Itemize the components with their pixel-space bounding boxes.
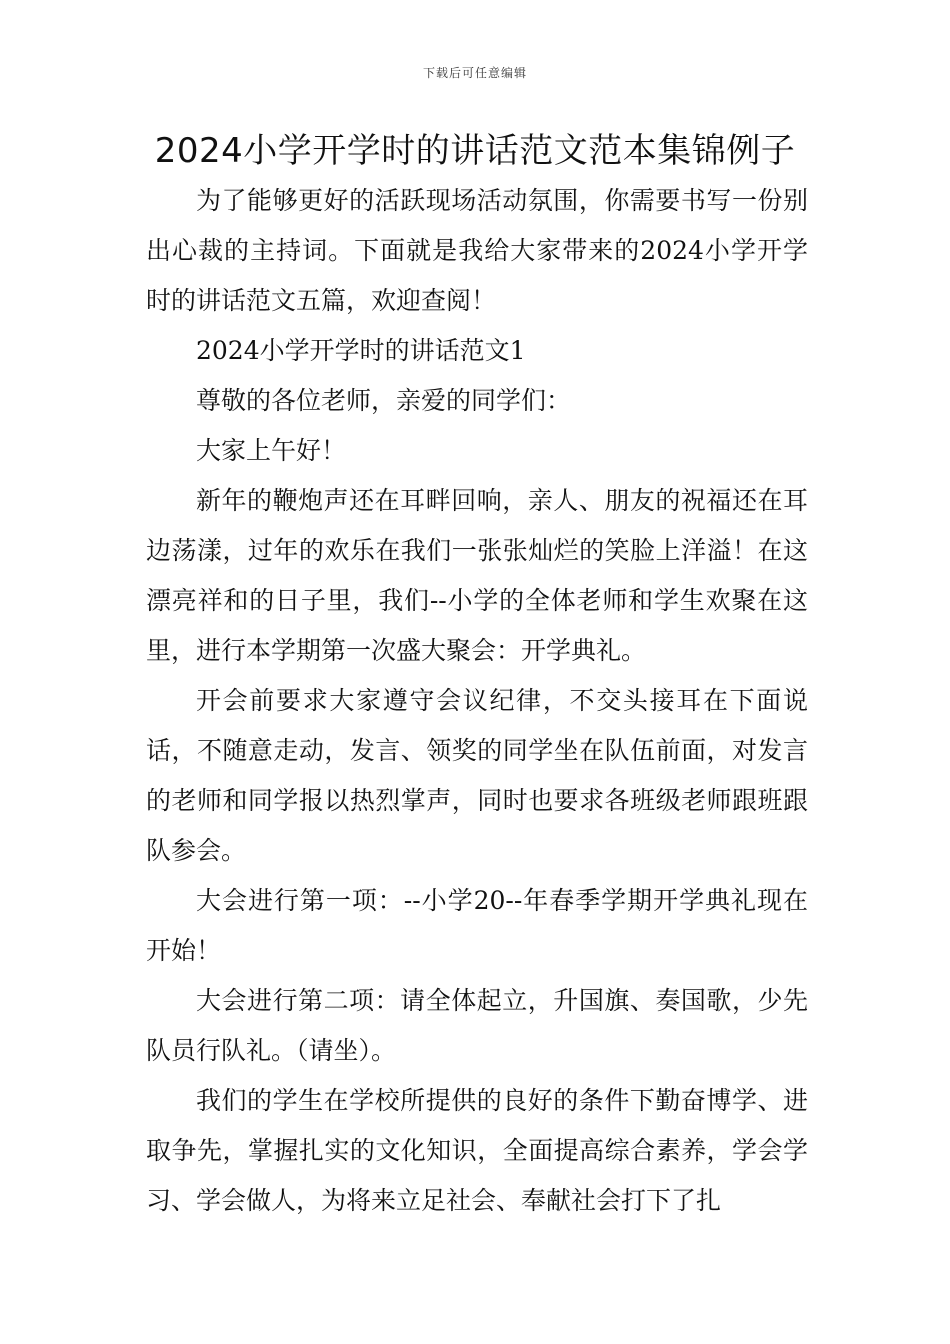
header-note: 下载后可任意编辑: [422, 66, 527, 80]
paragraph-new-year: 新年的鞭炮声还在耳畔回响，亲人、朋友的祝福还在耳边荡漾，过年的欢乐在我们一张张灿烂的笑脸上洋溢！在这漂亮祥和的日子里，我们--小学的全体老师和学生欢聚在这里，进行本学期第一次盛大聚会：开学典礼。: [146, 486, 808, 665]
document-body: [146, 176, 808, 1226]
paragraph-item-two: 大会进行第二项：请全体起立，升国旗、奏国歌，少先队员行队礼。（请坐）。: [146, 986, 808, 1065]
paragraph-intro: 为了能够更好的活跃现场活动氛围，你需要书写一份别出心裁的主持词。下面就是我给大家带来的2024小学开学时的讲话范文五篇，欢迎查阅！: [146, 186, 808, 315]
document-title: 2024小学开学时的讲话范文范本集锦例子: [154, 131, 796, 171]
paragraph-students: 我们的学生在学校所提供的良好的条件下勤奋博学、进取争先，掌握扎实的文化知识，全面提高综合素养，学会学习、学会做人，为将来立足社会、奉献社会打下了扎: [146, 1086, 808, 1215]
paragraph-meeting-rules: 开会前要求大家遵守会议纪律，不交头接耳在下面说话，不随意走动，发言、领奖的同学坐在队伍前面，对发言的老师和同学报以热烈掌声，同时也要求各班级老师跟班跟队参会。: [146, 686, 808, 865]
section-heading: 2024小学开学时的讲话范文1: [196, 336, 526, 365]
paragraph-greeting: 大家上午好！: [196, 436, 347, 465]
paragraph-item-one: 大会进行第一项：--小学20--年春季学期开学典礼现在开始！: [146, 886, 808, 965]
paragraph-salutation: 尊敬的各位老师，亲爱的同学们：: [196, 386, 572, 415]
